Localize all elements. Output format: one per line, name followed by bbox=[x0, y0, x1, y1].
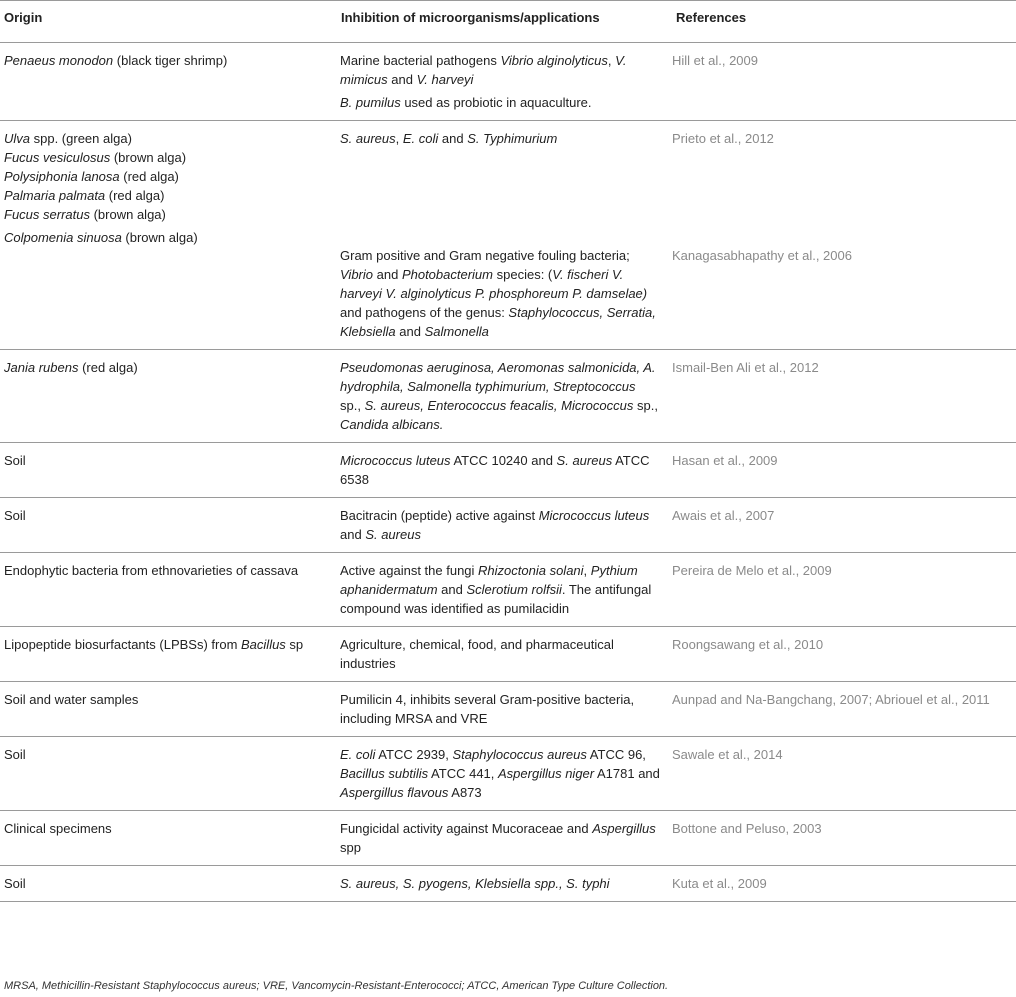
cell-origin: Clinical specimens bbox=[4, 821, 112, 836]
table-row bbox=[0, 553, 1016, 627]
header-references: References bbox=[672, 0, 1016, 43]
cell-reference: Bottone and Peluso, 2003 bbox=[672, 821, 822, 836]
cell-origin: Ulva spp. (green alga) Fucus vesiculosus (brown alga) Polysiphonia lanosa (red alga) Palmaria palmata (red alga) Fucus serratus (brown alga) Colpomenia sinuosa (brown alga) bbox=[4, 131, 198, 245]
cell-inhibition: Active against the fungi Rhizoctonia solani, Pythium aphanidermatum and Sclerotium rolfsii. The antifungal compound was identified as pumilacidin bbox=[340, 563, 652, 616]
cell-origin: Soil bbox=[4, 453, 26, 468]
table-row bbox=[0, 811, 1016, 866]
cell-reference: Roongsawang et al., 2010 bbox=[672, 637, 824, 652]
table-body bbox=[0, 43, 1016, 902]
cell-reference: Pereira de Melo et al., 2009 bbox=[672, 563, 832, 578]
cell-reference: Hasan et al., 2009 bbox=[672, 453, 778, 468]
cell-reference: Awais et al., 2007 bbox=[672, 508, 775, 523]
table-row bbox=[0, 121, 1016, 350]
cell-origin: Penaeus monodon (black tiger shrimp) bbox=[4, 53, 228, 68]
table-header-row bbox=[0, 0, 1016, 43]
cell-origin: Soil bbox=[4, 747, 26, 762]
cell-reference: Aunpad and Na-Bangchang, 2007; Abriouel et al., 2011 bbox=[672, 692, 990, 707]
table-row bbox=[0, 43, 1016, 121]
cell-origin: Soil bbox=[4, 876, 26, 891]
header-origin: Origin bbox=[0, 0, 337, 43]
table-row bbox=[0, 350, 1016, 443]
cell-reference: Sawale et al., 2014 bbox=[672, 747, 783, 762]
cell-origin: Jania rubens (red alga) bbox=[4, 360, 138, 375]
cell-reference: Prieto et al., 2012 Kanagasabhapathy et al., 2006 bbox=[672, 131, 852, 263]
cell-inhibition: Fungicidal activity against Mucoraceae and Aspergillus spp bbox=[340, 821, 656, 855]
cell-inhibition: S. aureus, E. coli and S. Typhimurium Gram positive and Gram negative fouling bacteria; Vibrio and Photobacterium species: (V. fischeri V. harveyi V. alginolyticus P. phosphoreum P. damselae) and pathogens of the genus: Staphylococcus, Serratia, Klebsiella and Salmonella bbox=[340, 131, 656, 339]
cell-reference: Kuta et al., 2009 bbox=[672, 876, 767, 891]
table-row bbox=[0, 866, 1016, 902]
cell-inhibition: Bacitracin (peptide) active against Micrococcus luteus and S. aureus bbox=[340, 508, 650, 542]
cell-inhibition: S. aureus, S. pyogens, Klebsiella spp., S. typhi bbox=[340, 876, 610, 891]
cell-origin: Lipopeptide biosurfactants (LPBSs) from Bacillus sp bbox=[4, 637, 304, 652]
cell-reference: Ismail-Ben Ali et al., 2012 bbox=[672, 360, 819, 375]
cell-origin: Soil bbox=[4, 508, 26, 523]
header-inhibition: Inhibition of microorganisms/applications bbox=[337, 0, 672, 43]
cell-reference: Hill et al., 2009 bbox=[672, 53, 758, 68]
cell-origin: Endophytic bacteria from ethnovarieties of cassava bbox=[4, 563, 299, 578]
cell-inhibition: E. coli ATCC 2939, Staphylococcus aureus ATCC 96, Bacillus subtilis ATCC 441, Aspergillus niger A1781 and Aspergillus flavous A873 bbox=[340, 747, 660, 800]
cell-inhibition: Micrococcus luteus ATCC 10240 and S. aureus ATCC 6538 bbox=[340, 453, 650, 487]
table-row bbox=[0, 627, 1016, 682]
table-row bbox=[0, 682, 1016, 737]
table-row bbox=[0, 443, 1016, 498]
cell-inhibition: Pseudomonas aeruginosa, Aeromonas salmonicida, A. hydrophila, Salmonella typhimurium, Streptococcus sp., S. aureus, Enterococcus feacalis, Micrococcus sp., Candida albicans. bbox=[340, 360, 658, 432]
cell-inhibition: Marine bacterial pathogens Vibrio alginolyticus, V. mimicus and V. harveyi B. pumilus used as probiotic in aquaculture. bbox=[340, 53, 627, 110]
table-footnote: MRSA, Methicillin-Resistant Staphylococcus aureus; VRE, Vancomycin-Resistant-Enterococci; ATCC, American Type Culture Collection. bbox=[4, 980, 669, 992]
table-row bbox=[0, 498, 1016, 553]
cell-inhibition: Pumilicin 4, inhibits several Gram-positive bacteria, including MRSA and VRE bbox=[340, 692, 635, 726]
cell-inhibition: Agriculture, chemical, food, and pharmaceutical industries bbox=[340, 637, 614, 671]
cell-origin: Soil and water samples bbox=[4, 692, 139, 707]
table-row bbox=[0, 737, 1016, 811]
